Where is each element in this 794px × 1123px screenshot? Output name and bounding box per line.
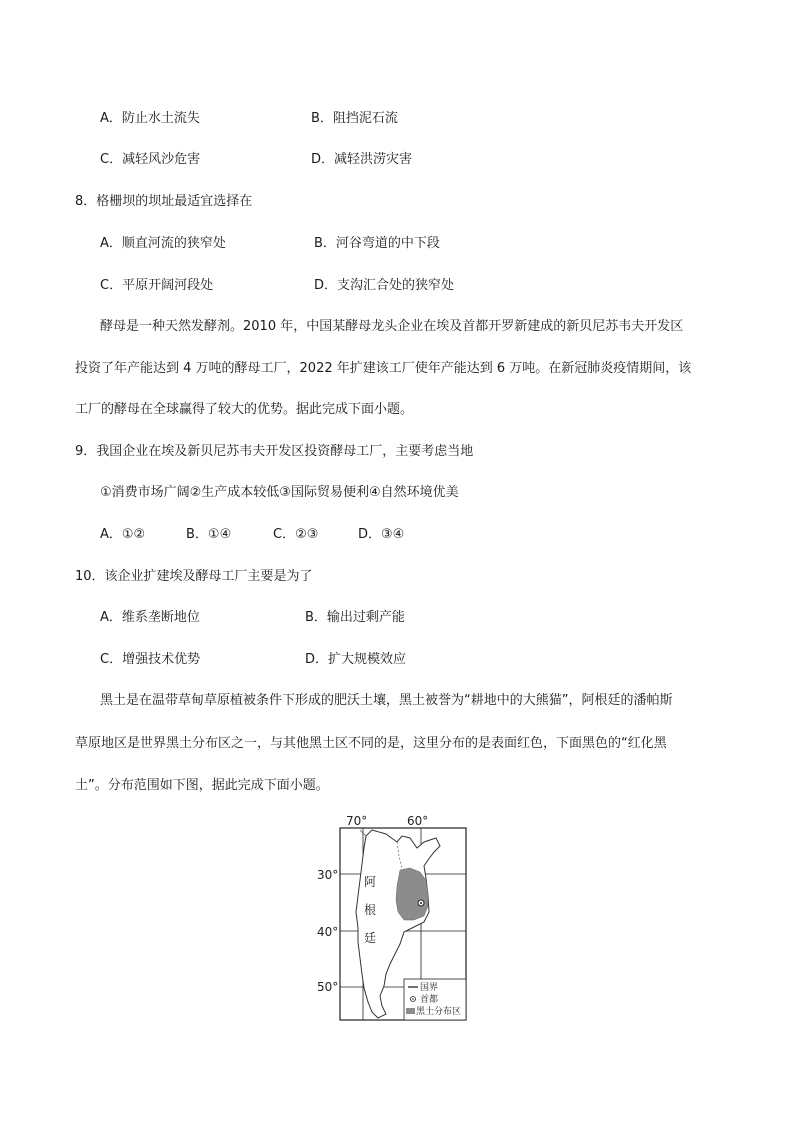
q10-option-c: C．增强技术优势 bbox=[100, 652, 201, 667]
q9-option-c: C．②③ bbox=[273, 527, 319, 542]
lat-label-40: 40° bbox=[317, 925, 339, 939]
passage2-line3: 土”。分布范围如下图，据此完成下面小题。 bbox=[75, 778, 329, 793]
country-label-char3: 廷 bbox=[364, 931, 377, 945]
map-legend bbox=[404, 979, 466, 1020]
q10-option-d: D．扩大规模效应 bbox=[305, 652, 407, 667]
q8-option-c: C．平原开阔河段处 bbox=[100, 278, 214, 293]
legend-blacksoil-label: 黑土分布区 bbox=[416, 1007, 462, 1017]
argentina-black-soil-map bbox=[300, 808, 480, 1023]
passage1-line3: 工厂的酵母在全球赢得了较大的优势。据此完成下面小题。 bbox=[75, 402, 414, 417]
q10-option-b: B．输出过剩产能 bbox=[305, 610, 405, 625]
q8-option-b: B．河谷弯道的中下段 bbox=[314, 236, 440, 251]
q9-option-b: B．①④ bbox=[186, 527, 232, 542]
passage1-line1: 酵母是一种天然发酵剂。2010 年，中国某酵母龙头企业在埃及首都开罗新建成的新贝尼苏韦夫开发区 bbox=[100, 319, 684, 334]
q8-option-d: D．支沟汇合处的狭窄处 bbox=[314, 278, 455, 293]
q8-option-a: A．顺直河流的狭窄处 bbox=[100, 236, 226, 251]
q9-stem: 9．我国企业在埃及新贝尼苏韦夫开发区投资酵母工厂，主要考虑当地 bbox=[75, 444, 474, 459]
passage2-line1: 黑土是在温带草甸草原植被条件下形成的肥沃土壤，黑土被誉为“耕地中的大熊猫”，阿根廷的潘帕斯 bbox=[100, 693, 673, 708]
q10-stem: 10．该企业扩建埃及酵母工厂主要是为了 bbox=[75, 569, 313, 584]
lon-label-60: 60° bbox=[407, 814, 429, 828]
country-label-char1: 阿 bbox=[364, 875, 377, 889]
q9-items: ①消费市场广阔②生产成本较低③国际贸易便利④自然环境优美 bbox=[100, 485, 459, 500]
legend-blacksoil-icon bbox=[406, 1008, 415, 1014]
q8-stem: 8．格栅坝的坝址最适宜选择在 bbox=[75, 194, 253, 209]
lat-label-30: 30° bbox=[317, 868, 339, 882]
q7-option-b: B．阻挡泥石流 bbox=[311, 111, 398, 126]
q7-option-a: A．防止水土流失 bbox=[100, 111, 200, 126]
capital-dot bbox=[420, 902, 422, 904]
passage1-line2: 投资了年产能达到 4 万吨的酵母工厂，2022 年扩建该工厂使年产能达到 6 万吨。在新冠肺炎疫情期间，该 bbox=[75, 361, 692, 376]
q7-option-d: D．减轻洪涝灾害 bbox=[311, 152, 413, 167]
q7-option-c: C．减轻风沙危害 bbox=[100, 152, 201, 167]
legend-border-label: 国界 bbox=[420, 983, 439, 993]
q10-option-a: A．维系垄断地位 bbox=[100, 610, 200, 625]
lon-label-70: 70° bbox=[346, 814, 368, 828]
q9-option-d: D．③④ bbox=[358, 527, 405, 542]
lat-label-50: 50° bbox=[317, 980, 339, 994]
legend-capital-label: 首都 bbox=[420, 995, 439, 1005]
passage2-line2: 草原地区是世界黑土分布区之一，与其他黑土区不同的是，这里分布的是表面红色，下面黑色的“红化黑 bbox=[75, 736, 667, 751]
q9-option-a: A．①② bbox=[100, 527, 146, 542]
country-label-char2: 根 bbox=[364, 903, 377, 917]
